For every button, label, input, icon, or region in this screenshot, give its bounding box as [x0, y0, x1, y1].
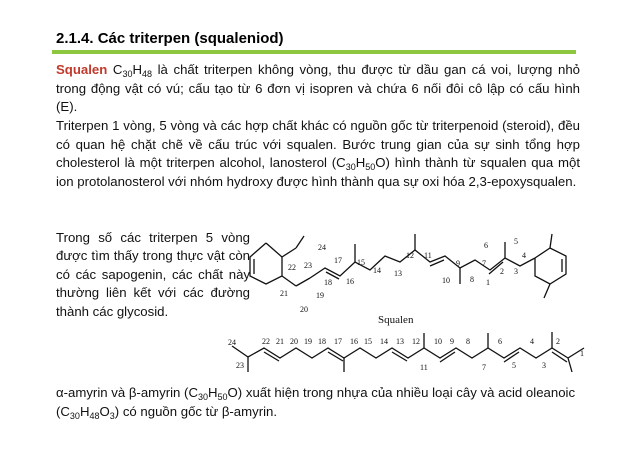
chain-label-15: 15: [364, 337, 372, 346]
atom-label-1: 1: [486, 278, 490, 287]
atom-label-14: 14: [373, 266, 381, 275]
chain-label-22: 22: [262, 337, 270, 346]
oleanoic-h: H: [79, 404, 90, 419]
chain-label-9: 9: [450, 337, 454, 346]
cyclic-skeleton: [250, 234, 566, 298]
atom-label-2: 2: [500, 267, 504, 276]
chain-label-20: 20: [290, 337, 298, 346]
triterpen-text-before: Triterpen 1 vòng, 5 vòng và các hợp chất khác có nguồn gốc từ triterpenoid (steroid), đều có quan hệ chặt chẽ về cấu trúc với squalen. Bước trung gian của sự sinh tổng hợp cholesterol là một triterpen alcohol, lanosterol (C: [56, 118, 580, 170]
amyrin-text-1: α-amyrin và β-amyrin (C: [56, 385, 198, 400]
chain-label-4: 4: [530, 337, 534, 346]
atom-label-9: 9: [456, 259, 460, 268]
squalen-caption: Squalen: [378, 314, 414, 326]
atom-label-11: 11: [424, 251, 432, 260]
atom-label-5: 5: [514, 237, 518, 246]
amyrin-h: H: [207, 385, 218, 400]
chain-label-24: 24: [228, 338, 236, 347]
atom-label-6: 6: [484, 241, 488, 250]
atom-label-3: 3: [514, 267, 518, 276]
squalen-description: là chất triterpen không vòng, thu được từ dầu gan cá voi, lượng nhỏ trong động vật có vú; cấu tạo từ 6 đơn vị isopren và chứa 6 nối đôi cô lập có cấu hình (E).: [56, 62, 580, 114]
chain-label-11: 11: [420, 363, 428, 372]
oleanoic-h-count: 48: [89, 411, 100, 421]
oleanoic-c-count: 30: [69, 411, 80, 421]
atom-label-13: 13: [394, 269, 402, 278]
chain-label-16: 16: [350, 337, 358, 346]
lanosterol-h-count: 50: [365, 162, 376, 172]
atom-label-18: 18: [324, 278, 332, 287]
formula-c-count: 30: [122, 69, 133, 79]
section-heading: 2.1.4. Các triterpen (squaleniod): [56, 30, 284, 47]
atom-label-15: 15: [357, 258, 365, 267]
chain-label-7: 7: [482, 363, 486, 372]
atom-label-16: 16: [346, 277, 354, 286]
chain-label-8: 8: [466, 337, 470, 346]
atom-label-10: 10: [442, 276, 450, 285]
amyrin-text-3: ) có nguồn gốc từ β-amyrin.: [114, 404, 278, 419]
squalen-highlight: Squalen: [56, 62, 108, 77]
atom-label-17: 17: [334, 256, 342, 265]
amyrin-c-count: 30: [197, 392, 208, 402]
atom-label-20: 20: [300, 305, 308, 314]
chain-label-21: 21: [276, 337, 284, 346]
atom-label-4: 4: [522, 251, 526, 260]
chain-label-13: 13: [396, 337, 404, 346]
chain-label-5: 5: [512, 361, 516, 370]
chain-label-1: 1: [580, 349, 584, 358]
lanosterol-c-count: 30: [345, 162, 356, 172]
atom-label-21: 21: [280, 289, 288, 298]
chain-label-18: 18: [318, 337, 326, 346]
chain-label-19: 19: [304, 337, 312, 346]
triterpen-text-after: O) hình thành từ squalen qua một ion protolanosterol với nhóm hydroxy được hình thành qua sự oxi hóa 2,3-epoxysqualen.: [56, 155, 580, 189]
chain-label-6: 6: [498, 337, 502, 346]
amyrin-h-count: 50: [217, 392, 228, 402]
oleanoic-o-count: 3: [109, 411, 115, 421]
atom-label-24: 24: [318, 243, 326, 252]
formula-h: H: [132, 62, 142, 77]
formula-h-count: 48: [141, 69, 152, 79]
amyrin-text-2: O) xuất hiện trong nhựa của nhiều loại cây và acid oleanoic (C: [56, 385, 576, 419]
oleanoic-o: O: [99, 404, 110, 419]
atom-label-7: 7: [482, 259, 486, 268]
atom-label-12: 12: [406, 251, 414, 260]
atom-label-19: 19: [316, 291, 324, 300]
atom-labels-top: [280, 237, 526, 314]
paragraph-amyrin: [56, 383, 580, 421]
paragraph-sapogenin: Trong số các triterpen 5 vòng được tìm thấy trong thực vật còn có các sapogenin, các chất này thường liên kết với các đường thành các glycosid.: [56, 230, 250, 319]
chain-label-23: 23: [236, 361, 244, 370]
chain-label-14: 14: [380, 337, 388, 346]
lanosterol-h: H: [355, 155, 366, 170]
atom-label-8: 8: [470, 275, 474, 284]
chain-label-17: 17: [334, 337, 342, 346]
chain-label-3: 3: [542, 361, 546, 370]
atom-label-22: 22: [288, 263, 296, 272]
atom-label-23: 23: [304, 261, 312, 270]
chain-label-2: 2: [556, 337, 560, 346]
chain-label-10: 10: [434, 337, 442, 346]
chain-label-12: 12: [412, 337, 420, 346]
formula-c: C: [112, 62, 123, 77]
